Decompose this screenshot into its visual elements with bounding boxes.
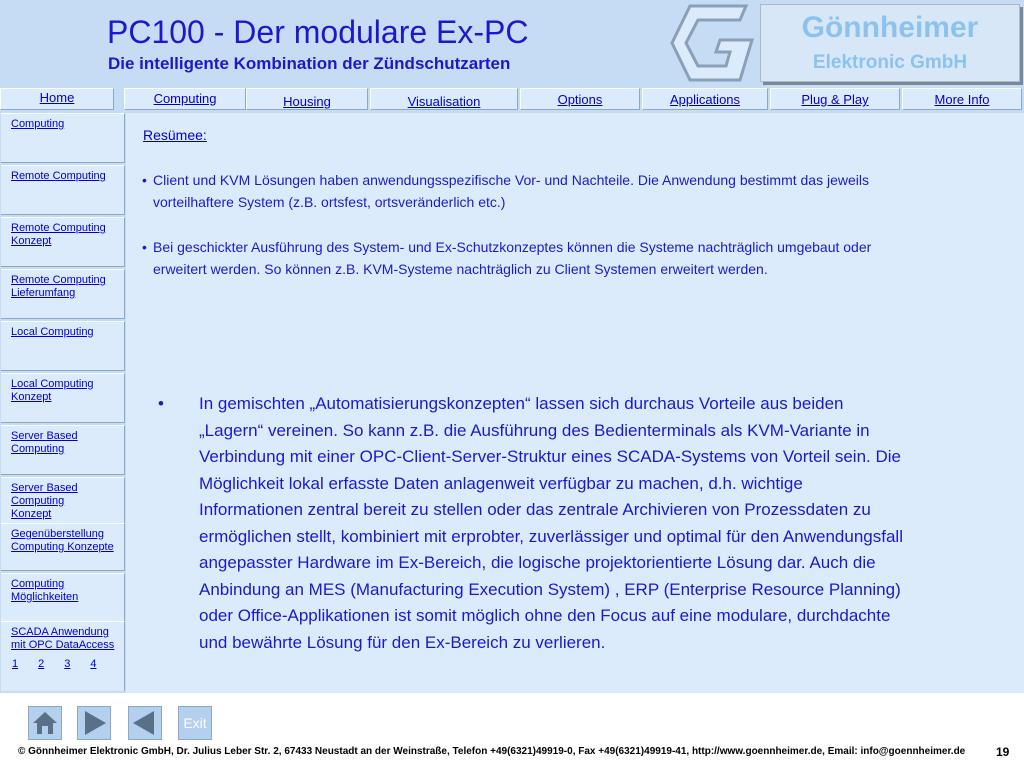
page-link-2[interactable]: 2 [38, 658, 45, 670]
nav-computing-link[interactable]: Computing [153, 91, 217, 106]
nav-home-link[interactable]: Home [39, 90, 75, 105]
back-arrow-icon [129, 707, 161, 739]
nav-visualisation[interactable] [370, 88, 518, 110]
top-navigation [0, 86, 1024, 113]
sidebar-item-label[interactable] [11, 482, 78, 520]
logo-company-suffix: Elektronic GmbH [812, 52, 968, 73]
sidebar-item-local-computing[interactable] [1, 321, 125, 371]
sidebar-item-line: Server Based [11, 430, 78, 442]
page-link-3[interactable]: 3 [64, 658, 71, 670]
nav-applications[interactable] [642, 88, 768, 110]
bullet-mark: • [142, 172, 147, 188]
nav-housing-link[interactable]: Housing [283, 94, 331, 109]
sidebar-item-line: Local Computing [11, 378, 94, 390]
conclusion-line: angepasster Hardware im Ex-Bereich, die logische projektorientierte Lösung dar. Auch die [199, 553, 876, 572]
conclusion-line: Anbindung an MES (Manufacturing Execution System) , ERP (Enterprise Resource Planning) [199, 579, 901, 599]
sidebar-item-label[interactable] [11, 578, 78, 603]
summary-bullet-2-line-2: erweitert werden. So können z.B. KVM-Systeme nachträglich zu Client Systemen erweitert werden. [153, 261, 768, 277]
conclusion-line: ermöglichen stellt, kombiniert mit erprobter, zuverlässiger und optimal für den Anwendungsfall [199, 526, 903, 546]
logo-g-icon [668, 2, 768, 84]
summary-heading-link[interactable]: Resümee: [143, 127, 207, 143]
nav-visualisation-link[interactable]: Visualisation [407, 94, 481, 109]
home-icon [29, 707, 61, 739]
nav-housing[interactable] [246, 88, 368, 110]
sidebar-item-label[interactable]: Local Computing [11, 326, 94, 338]
sidebar-item-line: Konzept [11, 391, 52, 403]
forward-arrow-icon [78, 707, 110, 739]
company-logo [760, 4, 1020, 82]
sidebar-item-computing[interactable] [1, 113, 125, 163]
header [0, 0, 1024, 86]
page-link-1[interactable]: 1 [12, 658, 19, 670]
logo-company-name: Gönnheimer [801, 11, 979, 44]
sidebar-item-line: Möglichkeiten [11, 591, 79, 603]
footer-copyright: © Gönnheimer Elektronic GmbH, Dr. Julius Leber Str. 2, 67433 Neustadt an der Weinstraße, Telefon +49(6321)49919-0, Fax +49(6321)49919-41, http://www.goennheimer.de, Email: info@goennheimer.de [18, 746, 966, 757]
sidebar-item-line: Konzept [11, 508, 52, 520]
sidebar-item-remote-computing-konzept[interactable] [1, 217, 125, 267]
sidebar-item-remote-computing-lieferumfang[interactable] [1, 269, 125, 319]
conclusion-line: Möglichkeit lokal erfasste Daten anlagenweit verfügbar zu machen, d.h. wichtige [199, 473, 803, 493]
summary-bullet-1-line-2: vorteilhaftere System (z.B. ortsfest, ortsveränderlich etc.) [153, 194, 506, 210]
conclusion-line: „Lagern“ vereinen. So kann z.B. die Ausführung des Bedienterminals als KVM-Variante in [199, 420, 870, 440]
sidebar-item-line: Lieferumfang [11, 287, 76, 299]
sidebar-item-line: Computing [11, 578, 65, 590]
conclusion-line: oder Office-Applikationen ist somit möglich ohne den Focus auf eine modulare, durchdachte [199, 606, 891, 625]
nav-more-info-link[interactable]: More Info [934, 92, 990, 107]
summary-bullet-1-line-1: Client und KVM Lösungen haben anwendungsspezifische Vor- und Nachteile. Die Anwendung bestimmt das jeweils [153, 172, 869, 188]
page-subtitle: Die intelligente Kombination der Zündschutzarten [108, 54, 511, 73]
sidebar-item-server-based-computing-konzept[interactable] [1, 477, 125, 527]
conclusion-line: In gemischten „Automatisierungskonzepten“ lassen sich durchaus Vorteile aus beiden [199, 394, 844, 413]
conclusion-line: Verbindung mit einer OPC-Client-Server-Struktur eines SCADA-Systems von Vorteil sein. Die [199, 447, 901, 466]
sidebar-item-line: SCADA Anwendung [11, 626, 109, 638]
page-number: 19 [996, 745, 1010, 759]
sidebar-item-label[interactable]: Remote Computing [11, 170, 106, 182]
summary-bullet-2-line-1: Bei geschickter Ausführung des System- und Ex-Schutzkonzeptes können die Systeme nachträglich umgebaut oder [153, 239, 872, 255]
sidebar-item-label[interactable] [11, 430, 78, 455]
sidebar-item-gegenueberstellung[interactable] [1, 523, 125, 571]
sidebar [0, 113, 126, 693]
home-button[interactable] [28, 706, 62, 740]
sidebar-item-local-computing-konzept[interactable] [1, 373, 125, 423]
conclusion-line: und bewährte Lösung für den Ex-Bereich zu verlieren. [199, 632, 606, 652]
sidebar-item-label[interactable] [11, 274, 106, 299]
sidebar-item-line: Remote Computing [11, 222, 106, 234]
previous-slide-button[interactable] [128, 706, 162, 740]
nav-options-link[interactable]: Options [557, 92, 603, 107]
nav-plug-and-play[interactable] [770, 88, 900, 110]
nav-home[interactable] [0, 88, 114, 110]
footer [0, 693, 1024, 768]
page-link-4[interactable]: 4 [90, 658, 97, 670]
sidebar-item-scada-anwendung[interactable] [1, 621, 125, 691]
sidebar-item-line: mit OPC DataAccess [11, 639, 115, 651]
sidebar-item-computing-moeglichkeiten[interactable] [1, 573, 125, 623]
sidebar-item-remote-computing[interactable] [1, 165, 125, 215]
sidebar-item-line: Konzept [11, 235, 52, 247]
nav-more-info[interactable] [902, 88, 1022, 110]
exit-button[interactable]: Exit [178, 706, 212, 740]
nav-options[interactable] [520, 88, 640, 110]
sidebar-item-line: Remote Computing [11, 274, 106, 286]
sidebar-item-label[interactable] [11, 378, 94, 403]
summary-bullet-2 [142, 236, 972, 280]
sidebar-item-label[interactable]: Computing [11, 118, 65, 130]
sidebar-item-label[interactable] [11, 626, 114, 651]
sidebar-item-line: Computing Konzepte [11, 541, 114, 553]
conclusion-line: Informationen zentral bereit zu stellen oder das zentrale Archivieren von Prozessdaten zu [199, 500, 871, 519]
bullet-mark: • [158, 394, 164, 413]
nav-computing[interactable] [124, 88, 246, 110]
nav-applications-link[interactable]: Applications [669, 92, 741, 107]
summary-bullet-1 [142, 169, 972, 213]
conclusion-paragraph [158, 391, 970, 656]
sidebar-item-line: Server Based [11, 482, 78, 494]
next-slide-button[interactable] [77, 706, 111, 740]
sidebar-item-server-based-computing[interactable] [1, 425, 125, 475]
sidebar-item-label[interactable] [11, 528, 114, 553]
sidebar-item-label[interactable] [11, 222, 106, 247]
sidebar-item-line: Gegenüberstellung [11, 528, 104, 540]
nav-plug-and-play-link[interactable]: Plug & Play [801, 92, 869, 107]
sidebar-pager [12, 658, 117, 670]
main-content [126, 113, 1024, 693]
bullet-mark: • [142, 239, 147, 255]
sidebar-item-line: Computing [11, 495, 65, 507]
page-title: PC100 - Der modulare Ex-PC [107, 14, 529, 50]
sidebar-item-line: Computing [11, 443, 65, 455]
